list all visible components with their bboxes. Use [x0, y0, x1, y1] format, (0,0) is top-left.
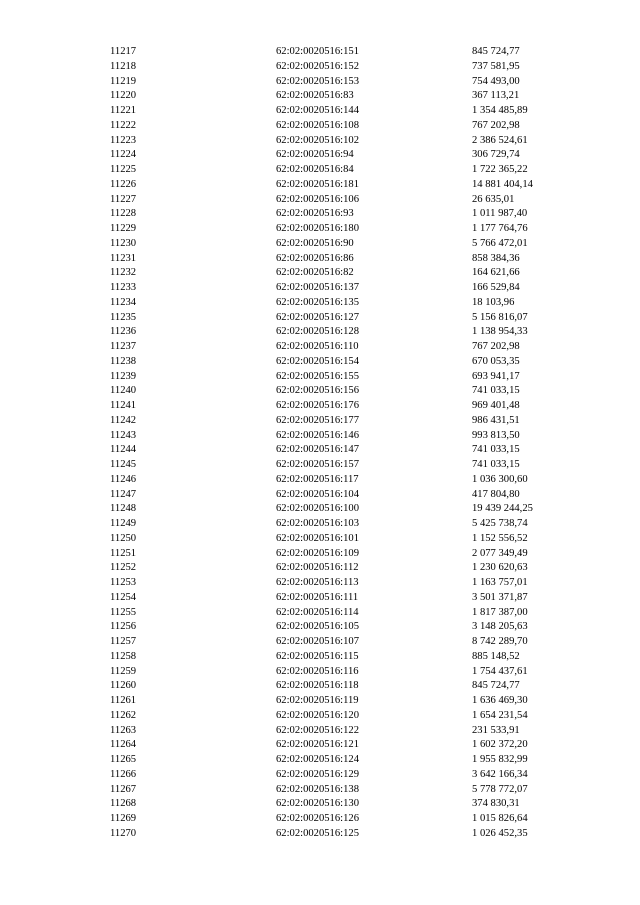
table-row: [110, 561, 580, 576]
table-row: [110, 252, 580, 267]
cadastral-value: 231 533,91: [472, 724, 520, 736]
table-row: [110, 488, 580, 503]
cadastral-value: 1 354 485,89: [472, 105, 528, 116]
row-number: 11266: [110, 768, 137, 780]
cadastral-number: 62:02:0020516:93: [276, 208, 354, 220]
cadastral-number: 62:02:0020516:110: [276, 341, 359, 352]
row-number: 11249: [110, 518, 137, 529]
row-number: 11231: [110, 252, 137, 264]
row-number: 11268: [110, 798, 137, 810]
cadastral-value: 1 015 826,64: [472, 813, 528, 824]
cadastral-value: 741 033,15: [472, 385, 520, 397]
row-number: 11244: [110, 444, 137, 456]
row-number: 11237: [110, 341, 137, 352]
cadastral-number: 62:02:0020516:103: [276, 518, 359, 529]
table-row: [110, 222, 580, 237]
table-row: [110, 665, 580, 680]
cadastral-number: 62:02:0020516:130: [276, 798, 359, 810]
cadastral-value: 14 881 404,14: [472, 178, 533, 190]
cadastral-number: 62:02:0020516:121: [276, 739, 359, 751]
cadastral-value: 417 804,80: [472, 488, 520, 500]
table-row: [110, 60, 580, 75]
row-number: 11240: [110, 385, 137, 397]
cadastral-number: 62:02:0020516:111: [276, 591, 359, 603]
cadastral-value: 374 830,31: [472, 798, 520, 810]
table-row: [110, 237, 580, 252]
cadastral-value: 1 177 764,76: [472, 223, 528, 234]
cadastral-number: 62:02:0020516:129: [276, 768, 359, 780]
table-row: [110, 679, 580, 694]
cadastral-number: 62:02:0020516:147: [276, 444, 359, 456]
table-row: [110, 325, 580, 340]
cadastral-value-table: [110, 45, 580, 842]
cadastral-number: 62:02:0020516:101: [276, 532, 359, 544]
table-row: [110, 827, 580, 842]
table-row: [110, 724, 580, 739]
row-number: 11235: [110, 311, 137, 323]
table-row: [110, 178, 580, 193]
cadastral-number: 62:02:0020516:118: [276, 680, 359, 692]
row-number: 11219: [110, 75, 137, 87]
cadastral-value: 3 501 371,87: [472, 591, 528, 603]
row-number: 11265: [110, 754, 137, 765]
cadastral-value: 754 493,00: [472, 75, 520, 87]
cadastral-value: 670 053,35: [472, 355, 520, 367]
cadastral-number: 62:02:0020516:106: [276, 193, 359, 205]
cadastral-number: 62:02:0020516:83: [276, 90, 354, 102]
cadastral-value: 5 425 738,74: [472, 518, 528, 529]
table-row: [110, 532, 580, 547]
table-row: [110, 75, 580, 90]
cadastral-number: 62:02:0020516:138: [276, 783, 359, 795]
row-number: 11269: [110, 813, 137, 824]
row-number: 11254: [110, 591, 137, 603]
row-number: 11226: [110, 178, 137, 190]
cadastral-number: 62:02:0020516:90: [276, 237, 354, 249]
cadastral-number: 62:02:0020516:137: [276, 282, 359, 293]
table-row: [110, 709, 580, 724]
cadastral-value: 741 033,15: [472, 459, 520, 470]
cadastral-value: 5 156 816,07: [472, 311, 528, 323]
cadastral-number: 62:02:0020516:109: [276, 547, 359, 559]
row-number: 11263: [110, 724, 137, 736]
row-number: 11255: [110, 606, 137, 618]
row-number: 11259: [110, 665, 137, 677]
cadastral-value: 741 033,15: [472, 444, 520, 456]
cadastral-value: 845 724,77: [472, 680, 520, 692]
cadastral-value: 845 724,77: [472, 46, 520, 57]
row-number: 11234: [110, 296, 137, 308]
cadastral-number: 62:02:0020516:181: [276, 178, 359, 190]
cadastral-number: 62:02:0020516:113: [276, 577, 359, 588]
table-row: [110, 266, 580, 281]
cadastral-value: 18 103,96: [472, 296, 515, 308]
row-number: 11232: [110, 267, 137, 279]
cadastral-number: 62:02:0020516:117: [276, 473, 359, 485]
cadastral-value: 885 148,52: [472, 650, 520, 662]
cadastral-value: 693 941,17: [472, 370, 520, 382]
cadastral-value: 306 729,74: [472, 149, 520, 161]
row-number: 11230: [110, 237, 137, 249]
row-number: 11221: [110, 105, 137, 116]
cadastral-number: 62:02:0020516:125: [276, 827, 359, 839]
cadastral-value: 1 036 300,60: [472, 473, 528, 485]
table-row: [110, 414, 580, 429]
cadastral-number: 62:02:0020516:115: [276, 650, 359, 662]
row-number: 11258: [110, 650, 137, 662]
cadastral-value: 3 148 205,63: [472, 621, 528, 633]
table-row: [110, 753, 580, 768]
table-row: [110, 473, 580, 488]
cadastral-number: 62:02:0020516:82: [276, 267, 354, 279]
cadastral-value: 8 742 289,70: [472, 636, 528, 647]
row-number: 11224: [110, 149, 137, 161]
row-number: 11256: [110, 621, 137, 633]
cadastral-value: 1 722 365,22: [472, 164, 528, 175]
cadastral-number: 62:02:0020516:157: [276, 459, 359, 470]
table-row: [110, 429, 580, 444]
cadastral-number: 62:02:0020516:154: [276, 355, 359, 367]
row-number: 11218: [110, 60, 137, 72]
cadastral-value: 2 077 349,49: [472, 547, 528, 559]
cadastral-value: 166 529,84: [472, 282, 520, 293]
row-number: 11252: [110, 562, 137, 574]
table-row: [110, 738, 580, 753]
cadastral-number: 62:02:0020516:180: [276, 223, 359, 234]
cadastral-value: 1 152 556,52: [472, 532, 528, 544]
table-row: [110, 812, 580, 827]
cadastral-value: 1 026 452,35: [472, 827, 528, 839]
cadastral-number: 62:02:0020516:124: [276, 754, 359, 765]
row-number: 11238: [110, 355, 137, 367]
cadastral-value: 26 635,01: [472, 193, 515, 205]
cadastral-value: 1 817 387,00: [472, 606, 528, 618]
cadastral-value: 1 602 372,20: [472, 739, 528, 751]
row-number: 11241: [110, 400, 137, 411]
cadastral-value: 858 384,36: [472, 252, 520, 264]
cadastral-value: 737 581,95: [472, 60, 520, 72]
table-row: [110, 517, 580, 532]
table-row: [110, 591, 580, 606]
cadastral-value: 1 230 620,63: [472, 562, 528, 574]
table-row: [110, 370, 580, 385]
table-row: [110, 694, 580, 709]
table-row: [110, 355, 580, 370]
row-number: 11225: [110, 164, 137, 175]
table-row: [110, 399, 580, 414]
cadastral-number: 62:02:0020516:127: [276, 311, 359, 323]
table-row: [110, 606, 580, 621]
table-row: [110, 296, 580, 311]
row-number: 11260: [110, 680, 137, 692]
cadastral-number: 62:02:0020516:152: [276, 60, 359, 72]
row-number: 11247: [110, 488, 137, 500]
row-number: 11233: [110, 282, 137, 293]
cadastral-number: 62:02:0020516:107: [276, 636, 359, 647]
row-number: 11264: [110, 739, 137, 751]
cadastral-value: 1 654 231,54: [472, 709, 528, 721]
cadastral-value: 993 813,50: [472, 429, 520, 441]
table-row: [110, 650, 580, 665]
row-number: 11236: [110, 326, 137, 338]
table-row: [110, 340, 580, 355]
table-row: [110, 768, 580, 783]
table-row: [110, 443, 580, 458]
cadastral-value: 986 431,51: [472, 414, 520, 426]
cadastral-number: 62:02:0020516:114: [276, 606, 359, 618]
cadastral-value: 1 955 832,99: [472, 754, 528, 765]
cadastral-value: 5 778 772,07: [472, 783, 528, 795]
cadastral-value: 1 754 437,61: [472, 665, 528, 677]
table-row: [110, 797, 580, 812]
cadastral-value: 1 138 954,33: [472, 326, 528, 338]
row-number: 11220: [110, 90, 137, 102]
row-number: 11261: [110, 695, 137, 706]
row-number: 11222: [110, 119, 137, 131]
cadastral-value: 164 621,66: [472, 267, 520, 279]
cadastral-number: 62:02:0020516:102: [276, 134, 359, 146]
table-row: [110, 163, 580, 178]
cadastral-number: 62:02:0020516:105: [276, 621, 359, 633]
cadastral-number: 62:02:0020516:153: [276, 75, 359, 87]
row-number: 11253: [110, 577, 137, 588]
table-row: [110, 576, 580, 591]
row-number: 11257: [110, 636, 137, 647]
cadastral-number: 62:02:0020516:84: [276, 164, 354, 175]
cadastral-number: 62:02:0020516:104: [276, 488, 359, 500]
cadastral-number: 62:02:0020516:144: [276, 105, 359, 116]
row-number: 11248: [110, 503, 137, 515]
row-number: 11243: [110, 429, 137, 441]
cadastral-number: 62:02:0020516:116: [276, 665, 359, 677]
cadastral-value: 5 766 472,01: [472, 237, 528, 249]
table-row: [110, 311, 580, 326]
cadastral-number: 62:02:0020516:128: [276, 326, 359, 338]
cadastral-value: 767 202,98: [472, 119, 520, 131]
table-row: [110, 783, 580, 798]
table-row: [110, 635, 580, 650]
table-row: [110, 45, 580, 60]
cadastral-number: 62:02:0020516:156: [276, 385, 359, 397]
table-row: [110, 458, 580, 473]
table-row: [110, 119, 580, 134]
cadastral-number: 62:02:0020516:112: [276, 562, 359, 574]
cadastral-number: 62:02:0020516:120: [276, 709, 359, 721]
row-number: 11267: [110, 783, 137, 795]
cadastral-number: 62:02:0020516:126: [276, 813, 359, 824]
row-number: 11262: [110, 709, 137, 721]
table-row: [110, 193, 580, 208]
cadastral-number: 62:02:0020516:135: [276, 296, 359, 308]
row-number: 11217: [110, 46, 137, 57]
row-number: 11245: [110, 459, 137, 470]
row-number: 11246: [110, 473, 137, 485]
table-row: [110, 281, 580, 296]
cadastral-value: 969 401,48: [472, 400, 520, 411]
cadastral-value: 19 439 244,25: [472, 503, 533, 515]
row-number: 11223: [110, 134, 137, 146]
cadastral-value: 1 163 757,01: [472, 577, 528, 588]
row-number: 11227: [110, 193, 137, 205]
cadastral-number: 62:02:0020516:155: [276, 370, 359, 382]
row-number: 11228: [110, 208, 137, 220]
cadastral-value: 1 636 469,30: [472, 695, 528, 706]
cadastral-value: 2 386 524,61: [472, 134, 528, 146]
table-row: [110, 134, 580, 149]
table-row: [110, 207, 580, 222]
cadastral-number: 62:02:0020516:122: [276, 724, 359, 736]
table-row: [110, 148, 580, 163]
cadastral-number: 62:02:0020516:86: [276, 252, 354, 264]
row-number: 11251: [110, 547, 137, 559]
table-row: [110, 89, 580, 104]
row-number: 11242: [110, 414, 137, 426]
cadastral-number: 62:02:0020516:119: [276, 695, 359, 706]
row-number: 11239: [110, 370, 137, 382]
cadastral-value: 767 202,98: [472, 341, 520, 352]
cadastral-number: 62:02:0020516:108: [276, 119, 359, 131]
row-number: 11229: [110, 223, 137, 234]
cadastral-number: 62:02:0020516:176: [276, 400, 359, 411]
cadastral-number: 62:02:0020516:146: [276, 429, 359, 441]
table-row: [110, 384, 580, 399]
table-row: [110, 547, 580, 562]
cadastral-number: 62:02:0020516:100: [276, 503, 359, 515]
row-number: 11250: [110, 532, 137, 544]
cadastral-number: 62:02:0020516:94: [276, 149, 354, 161]
cadastral-value: 1 011 987,40: [472, 208, 528, 220]
cadastral-number: 62:02:0020516:177: [276, 414, 359, 426]
cadastral-value: 3 642 166,34: [472, 768, 528, 780]
table-row: [110, 620, 580, 635]
cadastral-number: 62:02:0020516:151: [276, 46, 359, 57]
cadastral-value: 367 113,21: [472, 90, 520, 102]
table-row: [110, 502, 580, 517]
row-number: 11270: [110, 827, 137, 839]
table-row: [110, 104, 580, 119]
